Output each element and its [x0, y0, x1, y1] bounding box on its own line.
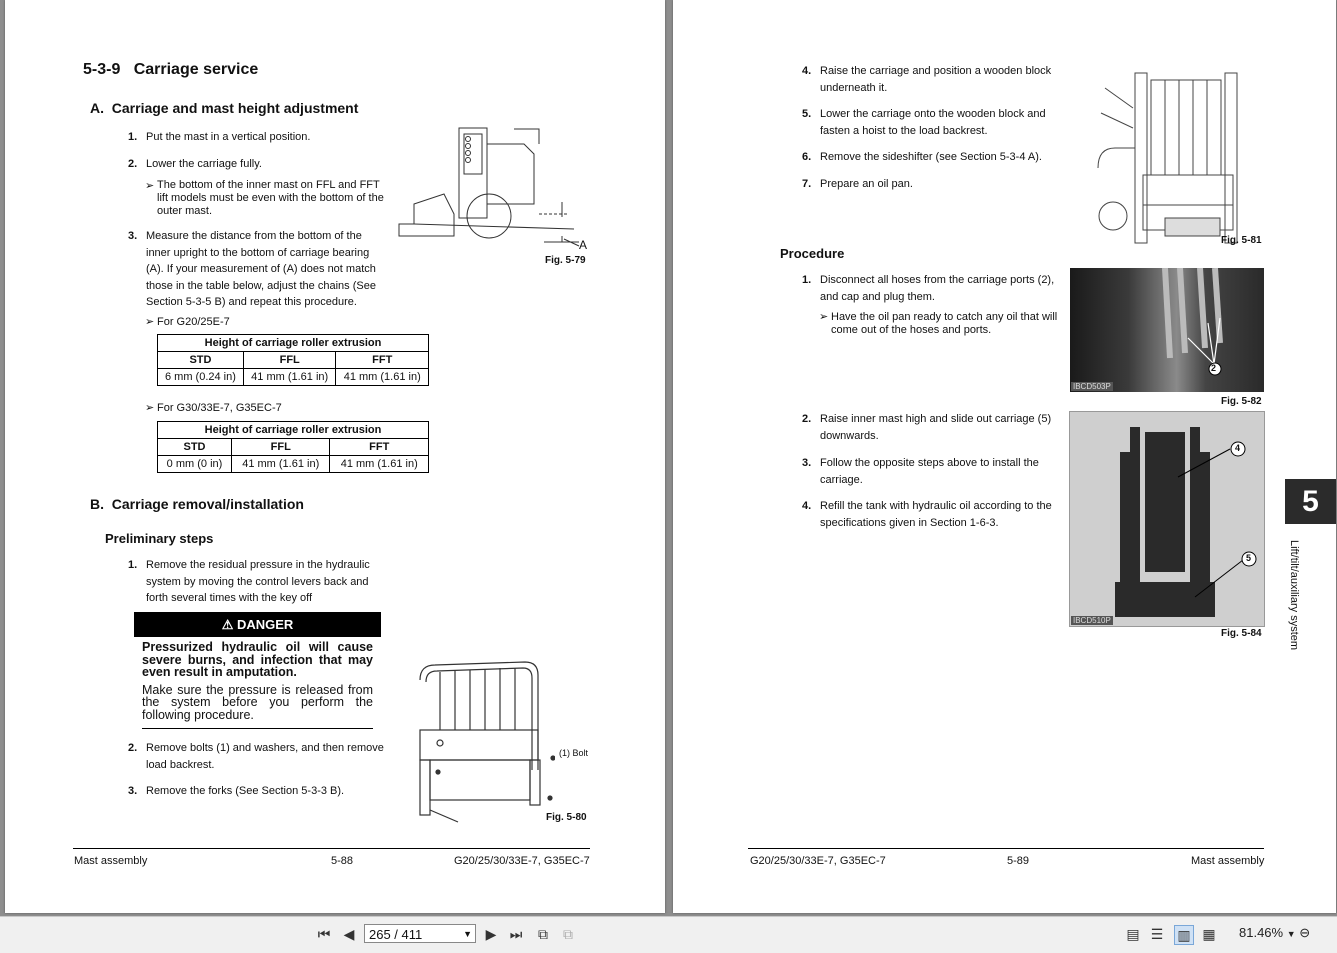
- go-back-view-icon[interactable]: ⧉: [538, 926, 548, 942]
- step-text: Remove the forks (See Section 5-3-3 B).: [146, 785, 345, 797]
- table-cell: 41 mm (1.61 in): [330, 456, 429, 473]
- previous-page-icon[interactable]: ◀: [343, 926, 355, 942]
- section-heading: [83, 61, 258, 79]
- go-forward-view-icon[interactable]: ⧉: [563, 926, 573, 942]
- fig79-label-a: A: [579, 238, 588, 252]
- next-page-icon[interactable]: ▶: [485, 926, 497, 942]
- danger-label: DANGER: [236, 617, 294, 632]
- fig84-caption: Fig. 5-84: [1221, 628, 1262, 639]
- step-text: Remove the residual pressure in the hydraulic system by moving the control levers back and forth several times with the key off: [146, 559, 370, 604]
- chapter-title-vertical: Lift/tilt/auxiliary system: [1288, 540, 1300, 651]
- step-number: 3.: [128, 785, 138, 797]
- step-text: Disconnect all hoses from the carriage ports (2), and cap and plug them.: [820, 274, 1055, 303]
- table-cell: 6 mm (0.24 in): [158, 369, 244, 386]
- zoom-out-icon[interactable]: ⊖: [1299, 925, 1311, 940]
- zoom-level[interactable]: [1239, 925, 1310, 941]
- table-cell: 41 mm (1.61 in): [243, 369, 336, 386]
- step-text: Remove the sideshifter (see Section 5-3-4 A).: [820, 151, 1042, 163]
- fig84-callout-4: 4: [1235, 443, 1241, 453]
- step-number: 1.: [802, 274, 812, 286]
- step-text: Remove bolts (1) and washers, and then remove load backrest.: [146, 742, 384, 771]
- subsection-a-heading: [90, 100, 358, 116]
- danger-warning-bold: Pressurized hydraulic oil will cause severe burns, and infection that may even result in amputation.: [142, 640, 373, 679]
- step-text: Prepare an oil pan.: [820, 178, 913, 190]
- page-indicator: 265 / 411: [369, 927, 423, 942]
- step-text: Measure the distance from the bottom of the inner upright to the bottom of carriage bearing (A). If your measurement of (A) does not match those in the table below, adjust the chains (See Section 5-3-5 B) and repeat this procedure.: [146, 230, 376, 308]
- note-arrow: ➢: [145, 180, 155, 192]
- subsection-b-heading: [90, 496, 304, 512]
- subsection-a-title: Carriage and mast height adjustment: [111, 100, 359, 116]
- section-number: 5-3-9: [83, 61, 121, 78]
- step-number: 3.: [802, 457, 812, 469]
- single-page-view-icon[interactable]: ▤: [1126, 926, 1140, 942]
- mast-diagram-fig79: [394, 124, 594, 254]
- last-page-icon[interactable]: ⏭: [509, 926, 523, 942]
- table-cell: 41 mm (1.61 in): [336, 369, 429, 386]
- footer-right: G20/25/30/33E-7, G35EC-7: [454, 855, 590, 867]
- page-left: [5, 0, 665, 913]
- step-number: 7.: [802, 178, 812, 190]
- fig82-caption: Fig. 5-82: [1221, 396, 1262, 407]
- fig81-caption: Fig. 5-81: [1221, 235, 1262, 246]
- danger-box: [134, 612, 381, 729]
- step-text: Refill the tank with hydraulic oil according to the specifications given in Section 1-6-3.: [820, 500, 1052, 529]
- table2-intro: For G30/33E-7, G35EC-7: [157, 402, 282, 414]
- table-title: Height of carriage roller extrusion: [158, 335, 429, 352]
- step-text: Lower the carriage onto the wooden block and fasten a hoist to the load backrest.: [820, 108, 1046, 137]
- table-cell: 0 mm (0 in): [158, 456, 232, 473]
- load-backrest-diagram-fig80: [410, 660, 555, 828]
- chevron-down-icon[interactable]: ▼: [463, 929, 472, 939]
- carriage-block-diagram-fig81: [1095, 68, 1250, 248]
- subsection-b-letter: B.: [90, 496, 104, 512]
- step-number: 1.: [128, 131, 138, 143]
- table-col-fft: FFT: [330, 439, 429, 456]
- step-text: Follow the opposite steps above to install the carriage.: [820, 457, 1039, 486]
- procedure-heading: Procedure: [780, 246, 845, 261]
- footer-left: G20/25/30/33E-7, G35EC-7: [750, 855, 886, 867]
- warning-triangle-icon: ⚠: [221, 617, 234, 632]
- section-title: Carriage service: [133, 61, 259, 78]
- page-number-input[interactable]: [364, 924, 476, 943]
- table-cell: 41 mm (1.61 in): [231, 456, 330, 473]
- spec-table-1: [157, 334, 429, 386]
- step-number: 1.: [128, 559, 138, 571]
- preliminary-steps-heading: Preliminary steps: [105, 531, 214, 546]
- zoom-value: 81.46%: [1239, 925, 1284, 940]
- step-text: Raise the carriage and position a wooden block underneath it.: [820, 65, 1052, 94]
- table-col-ffl: FFL: [231, 439, 330, 456]
- note-arrow: ➢: [819, 311, 829, 323]
- fig84-callout-5: 5: [1246, 553, 1252, 563]
- step-number: 6.: [802, 151, 812, 163]
- hoses-photo-fig82: [1070, 268, 1264, 392]
- table-col-ffl: FFL: [243, 352, 336, 369]
- fig84-photo-id: IBCD510P: [1073, 616, 1111, 625]
- subsection-b-title: Carriage removal/installation: [111, 496, 304, 512]
- danger-warning-text: Make sure the pressure is released from the system before you perform the following procedure.: [142, 684, 373, 730]
- step-number: 2.: [128, 742, 138, 754]
- facing-pages-view-icon[interactable]: ▥: [1174, 925, 1194, 945]
- bottom-toolbar: [0, 916, 1337, 953]
- chapter-tab: 5: [1285, 479, 1336, 524]
- step-number: 4.: [802, 500, 812, 512]
- fig82-callout-2: 2: [1211, 363, 1217, 373]
- fig80-caption: Fig. 5-80: [546, 812, 587, 823]
- page-number: 5-89: [1007, 855, 1030, 867]
- table1-intro: For G20/25E-7: [157, 316, 230, 328]
- note-text: Have the oil pan ready to catch any oil that will come out of the hoses and ports.: [831, 311, 1058, 336]
- fig79-caption: Fig. 5-79: [545, 255, 586, 266]
- step-text: Put the mast in a vertical position.: [146, 131, 311, 143]
- step-number: 2.: [802, 413, 812, 425]
- fig80-bolt-label: (1) Bolt: [559, 748, 589, 758]
- fig82-photo-id: IBCD503P: [1073, 382, 1111, 391]
- footer-rule: [73, 848, 590, 849]
- table-col-fft: FFT: [336, 352, 429, 369]
- spec-table-2: [157, 421, 429, 473]
- footer-rule: [748, 848, 1264, 849]
- continuous-facing-view-icon[interactable]: ▦: [1202, 926, 1216, 942]
- table-col-std: STD: [158, 439, 232, 456]
- mast-photo-fig84: [1069, 411, 1265, 627]
- page-number: 5-88: [331, 855, 354, 867]
- step-number: 3.: [128, 230, 138, 242]
- note-text: The bottom of the inner mast on FFL and FFT lift models must be even with the bottom of the outer mast.: [157, 179, 384, 217]
- danger-header: [134, 612, 381, 637]
- step-text: Raise inner mast high and slide out carriage (5) downwards.: [820, 413, 1052, 442]
- footer-left: Mast assembly: [74, 855, 148, 867]
- table-col-std: STD: [158, 352, 244, 369]
- step-text: Lower the carriage fully.: [146, 158, 262, 170]
- footer-right: Mast assembly: [1191, 855, 1265, 867]
- step-number: 2.: [128, 158, 138, 170]
- note-arrow: ➢: [145, 316, 155, 328]
- page-right: [673, 0, 1336, 913]
- table-title: Height of carriage roller extrusion: [158, 422, 429, 439]
- subsection-a-letter: A.: [90, 100, 104, 116]
- continuous-view-icon[interactable]: ☰: [1150, 926, 1164, 942]
- step-number: 4.: [802, 65, 812, 77]
- first-page-icon[interactable]: ⏮: [317, 926, 331, 942]
- note-arrow: ➢: [145, 402, 155, 414]
- step-number: 5.: [802, 108, 812, 120]
- zoom-dropdown-icon[interactable]: ▼: [1286, 929, 1296, 939]
